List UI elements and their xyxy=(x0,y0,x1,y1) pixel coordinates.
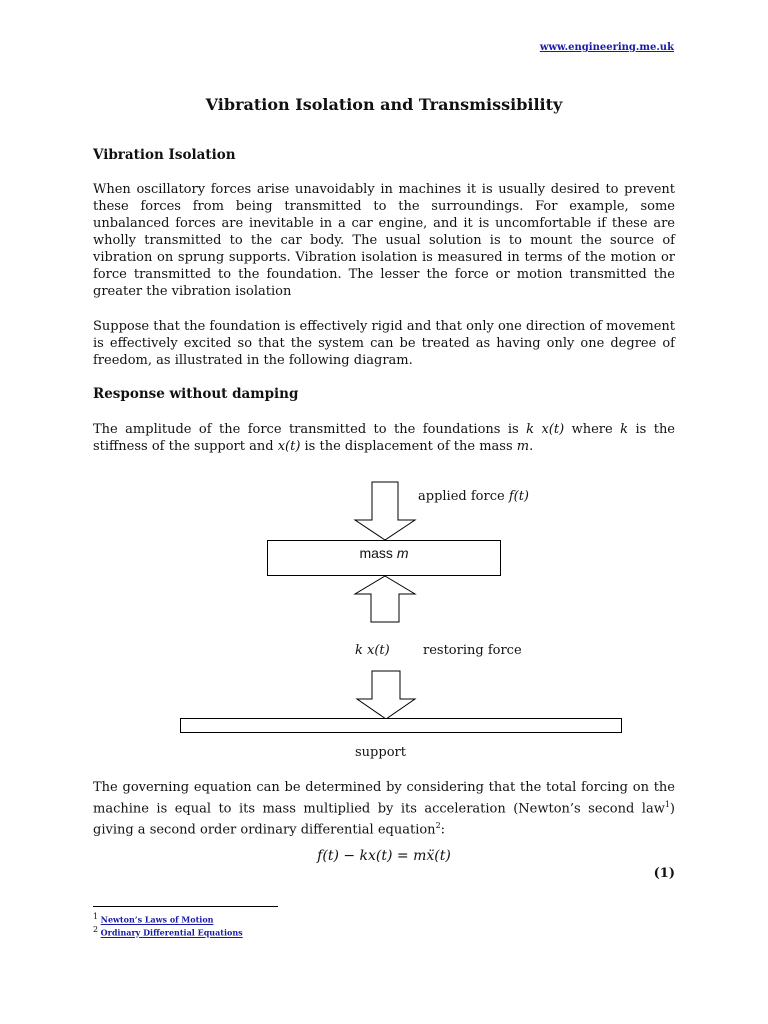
paragraph-foundation: Suppose that the foundation is effectively rigid and that only one direction of movement is effectively excited so that the system can be treated as having only one degree of freedom, as illustrated in the following diagram. xyxy=(93,319,675,368)
mass-box xyxy=(267,540,501,576)
mass-label xyxy=(268,545,500,561)
paragraph-intro: When oscillatory forces arise unavoidably in machines it is usually desired to prevent these forces from being transmitted to the surroundings. For example, some unbalanced forces are inevitable in a car engine, and it is uncomfortable if these are wholly transmitted to the car body. The usual solution is to mount the source of vibration on sprung supports. Vibration isolation is measured in terms of the motion or force transmitted to the foundation. The lesser the force or motion transmitted the greater the vibration isolation xyxy=(93,182,675,299)
restoring-force-math: k x(t) xyxy=(355,643,390,658)
math-span: k xyxy=(620,422,629,437)
heading-vibration-isolation: Vibration Isolation xyxy=(93,147,236,163)
paragraph-governing-equation xyxy=(93,779,675,839)
equation-1: f(t) − kx(t) = mẍ(t) xyxy=(317,848,451,864)
footnote-link-odes[interactable]: Ordinary Differential Equations xyxy=(100,927,243,938)
paragraph-amplitude xyxy=(93,421,675,455)
math-span: m xyxy=(396,545,409,561)
text-span: where xyxy=(564,422,621,437)
math-span: x(t) xyxy=(277,439,301,454)
math-span: m xyxy=(516,439,530,454)
restoring-force-label: restoring force xyxy=(423,643,522,658)
text-span: is the displacement of the mass xyxy=(300,439,517,454)
support-bar xyxy=(180,718,622,733)
footnote-number: 1 xyxy=(93,912,99,921)
site-link[interactable]: www.engineering.me.uk xyxy=(539,42,674,53)
applied-force-label xyxy=(418,489,529,504)
restoring-force-arrow xyxy=(355,576,415,622)
footnote-divider xyxy=(93,906,278,907)
footnote-1 xyxy=(93,912,213,925)
text-span: : xyxy=(440,822,446,838)
text-span: The governing equation can be determined by considering that the total forcing on the machine is equal to its mass multiplied by its acceleration (Newton’s second law xyxy=(93,780,675,817)
math-span: f(t) xyxy=(508,489,530,504)
transmitted-force-arrow xyxy=(357,671,415,719)
text-span: is the stiffness of the support and xyxy=(93,422,676,454)
heading-response-without-damping: Response without damping xyxy=(93,386,299,402)
text-span: mass xyxy=(359,545,397,561)
math-span: k x(t) xyxy=(526,422,565,437)
text-span: . xyxy=(529,439,534,454)
text-span: The amplitude of the force transmitted to the foundations is xyxy=(93,422,527,437)
document-title: Vibration Isolation and Transmissibility xyxy=(205,95,563,114)
footnote-link-newtons-laws[interactable]: Newton’s Laws of Motion xyxy=(100,914,214,925)
footnote-2 xyxy=(93,925,243,938)
text-span: applied force xyxy=(418,489,509,504)
footnote-ref-1[interactable]: 1 xyxy=(664,800,670,809)
footnote-ref-2[interactable]: 2 xyxy=(435,821,441,831)
applied-force-arrow xyxy=(355,482,415,540)
text-span: ) giving a second order ordinary differential equation xyxy=(93,801,675,838)
support-label: support xyxy=(355,745,406,760)
equation-number: (1) xyxy=(653,866,675,881)
footnote-number: 2 xyxy=(93,925,99,934)
